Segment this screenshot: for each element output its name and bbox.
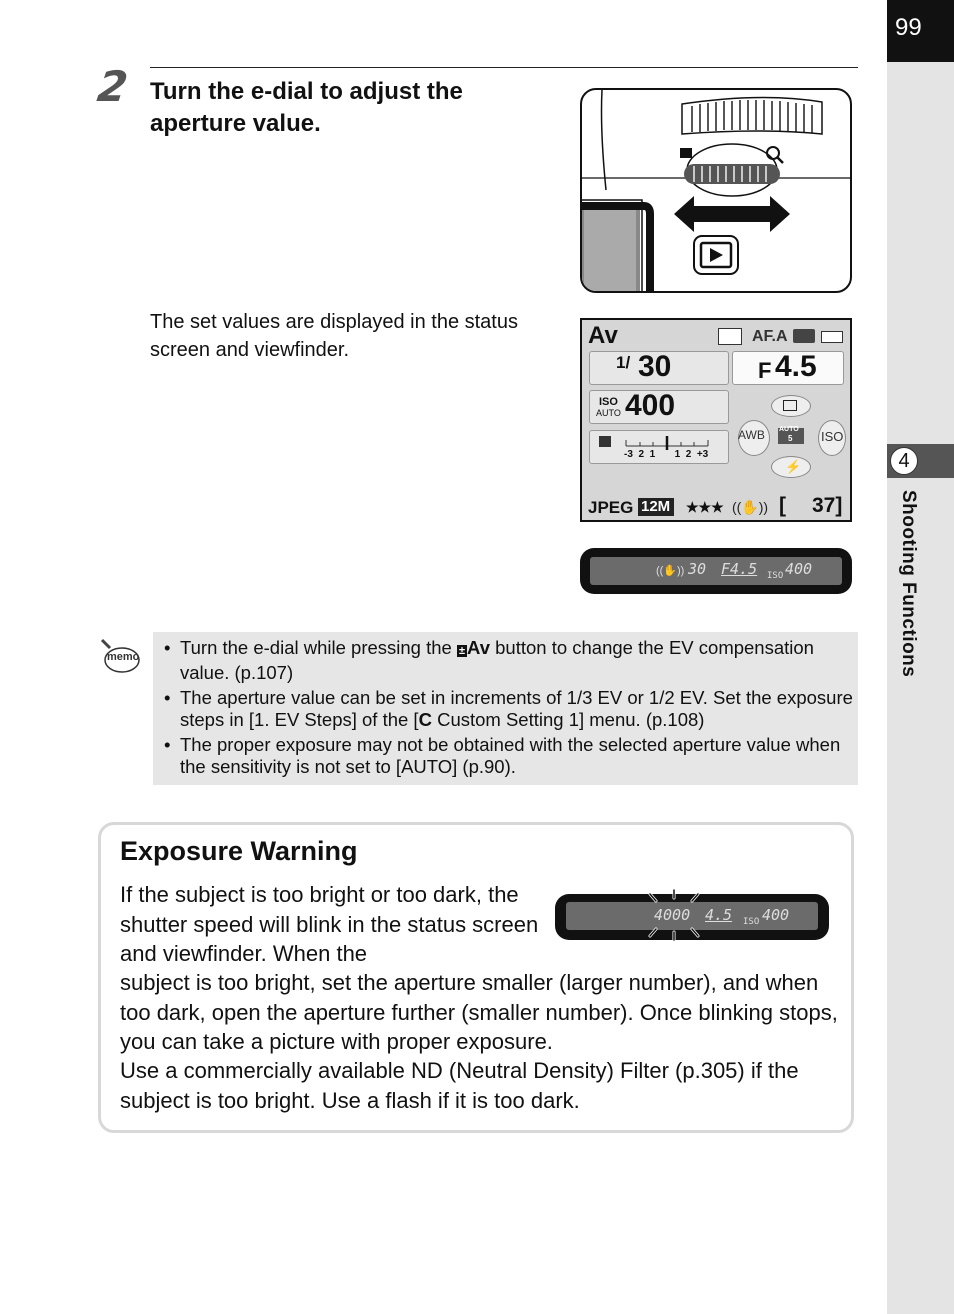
step-number: 2 [94,62,131,111]
camera-dial-illustration [580,88,852,293]
iso-label-top: ISO [599,396,618,408]
wb-auto-number: 5 [788,434,793,443]
shutter-prefix: 1/ [616,353,631,372]
shots-remaining: 37] [812,494,843,517]
viewfinder-shutter: 30 [688,560,707,578]
iso-label-bottom: AUTO [596,408,621,418]
flash-bolt-icon: ⚡ [785,459,802,474]
af-mode: AF.A [752,328,788,345]
iso-value: 400 [625,389,676,422]
warning-viewfinder-aperture: 4.5 [705,906,733,924]
custom-setting-icon: C [418,709,432,730]
av-button-label: Av [467,637,490,658]
memo-item: • Turn the e-dial while pressing the ± Av button to change the EV compensation value. (p.107) [164,637,854,684]
memo-item: • The proper exposure may not be obtained with the selected aperture value when the sensitivity is not set to [AUTO] (p.90). [164,734,854,778]
awb-label: AWB [738,428,765,442]
memo-list [164,637,854,781]
picture-mode-icon [718,328,742,345]
ev-button-icon: ± [458,645,466,657]
ev-scale [622,436,712,450]
resolution-label: 12M [641,498,671,515]
mode-label: Av [588,322,618,349]
file-format: JPEG [588,498,634,517]
shutter-value: 30 [638,350,672,383]
status-screen [580,318,852,522]
arrow-left-right-icon [674,196,790,232]
viewfinder-aperture: F4.5 [721,560,758,578]
battery-icon [821,331,843,343]
warning-paragraph-2: subject is too bright, set the aperture smaller (larger number), and when too dark, open the aperture further (smaller number). Once blinking stops, you can take a picture with proper exposure. [120,970,838,1054]
viewfinder-iso-label: ISO [767,571,784,581]
memo-item: • The aperture value can be set in increments of 1/3 EV or 1/2 EV. Set the exposure steps in [1. EV Steps] of the [C Custom Setting 1] menu. (p.108) [164,687,854,731]
memo-icon-label: memo [107,651,140,663]
exposure-warning-title: Exposure Warning [120,836,358,866]
ev-compensation-icon [599,436,611,447]
quality-stars: ★★★ [686,499,724,515]
step-title: Turn the e-dial to adjust the aperture value. [150,78,463,137]
iso-button-label: ISO [821,429,844,444]
section-rule [150,67,858,68]
remaining-bracket: [ [779,494,786,517]
thumbnail-icon [680,148,692,158]
metering-icon [793,329,815,343]
ev-scale-labels: -3 2 1 1 2 +3 [624,449,709,460]
shake-reduction-icon: ((✋)) [732,499,769,515]
warning-paragraph-1: If the subject is too bright or too dark, the shutter speed will blink in the status screen and viewfinder. When the [120,882,539,966]
wb-auto-label: AUTO [779,426,799,433]
drive-single-icon [783,400,797,411]
chapter-number: 4 [890,447,918,475]
warning-viewfinder-shutter: 4000 [654,906,691,924]
camera-back-drawing [582,90,850,291]
page-number: 99 [887,0,954,62]
viewfinder-sr-icon: ((✋)) [656,565,685,577]
chapter-title: Shooting Functions [898,490,919,678]
aperture-prefix: F [758,358,772,383]
warning-paragraph-3: Use a commercially available ND (Neutral Density) Filter (p.305) if the subject is too bright. Use a flash if it is too dark. [120,1058,799,1113]
aperture-value: 4.5 [775,350,817,383]
step-description: The set values are displayed in the status screen and viewfinder. [150,311,518,361]
warning-viewfinder-iso-label: ISO [743,917,760,927]
memo-icon [100,638,138,672]
viewfinder-iso: 400 [785,560,813,578]
warning-viewfinder-iso: 400 [762,906,790,924]
